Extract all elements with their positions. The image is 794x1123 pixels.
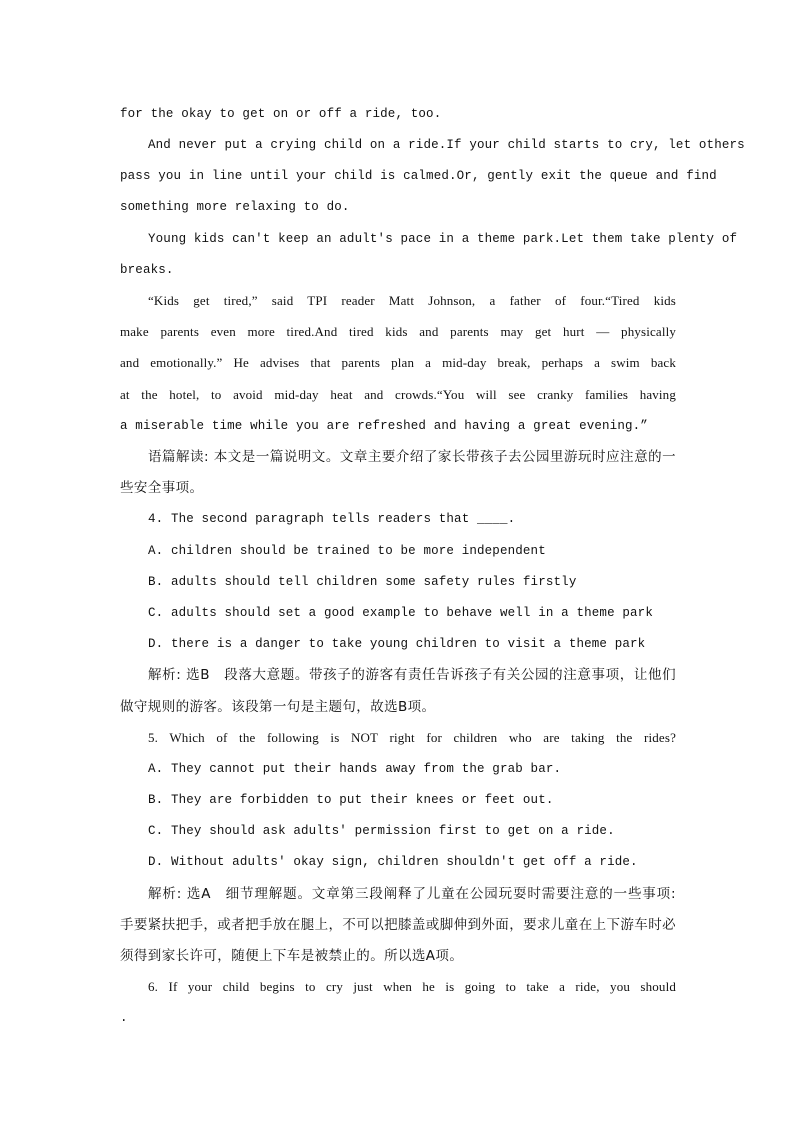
passage-line: at the hotel, to avoid mid-day heat and crowds.“You will see cranky families having [120,387,676,402]
question-5-option-c: C. They should ask adults' permission first to get on a ride. [148,824,615,838]
passage-line: and emotionally.” He advises that parents plan a mid-day break, perhaps a swim back [120,355,676,370]
question-4-analysis: 解析: 选B 段落大意题。带孩子的游客有责任告诉孩子有关公园的注意事项，让他们 [148,667,676,683]
passage-line: “Kids get tired,” said TPI reader Matt Johnson, a father of four.“Tired kids [148,293,676,308]
question-6-blank: . [120,1011,128,1025]
question-4-option-c: C. adults should set a good example to behave well in a theme park [148,606,653,620]
question-4-option-b: B. adults should tell children some safety rules firstly [148,575,577,589]
question-5-option-a: A. They cannot put their hands away from the grab bar. [148,762,562,776]
question-4-option-a: A. children should be trained to be more independent [148,544,546,558]
question-5-analysis: 须得到家长许可，随便上下车是被禁止的。所以选A项。 [120,948,464,964]
passage-line: for the okay to get on or off a ride, too. [120,107,442,121]
question-6-stem: 6. If your child begins to cry just when he is going to take a ride, you should [148,979,676,994]
question-5-stem: 5. Which of the following is NOT right for children who are taking the rides? [148,730,676,745]
passage-line: pass you in line until your child is calmed.Or, gently exit the queue and find [120,169,717,183]
question-4-analysis: 做守规则的游客。该段第一句是主题句，故选B项。 [120,699,436,715]
interpretation-line: 语篇解读: 本文是一篇说明文。文章主要介绍了家长带孩子去公园里游玩时应注意的一 [148,449,676,465]
interpretation-line: 些安全事项。 [120,480,204,496]
question-5-analysis: 解析: 选A 细节理解题。文章第三段阐释了儿童在公园玩耍时需要注意的一些事项: [148,886,676,902]
passage-line: breaks. [120,263,174,277]
passage-line: And never put a crying child on a ride.If your child starts to cry, let others [148,138,745,152]
passage-line: a miserable time while you are refreshed and having a great evening.” [120,419,648,433]
question-5-option-b: B. They are forbidden to put their knees or feet out. [148,793,554,807]
passage-line: Young kids can't keep an adult's pace in a theme park.Let them take plenty of [148,232,738,246]
passage-line: make parents even more tired.And tired kids and parents may get hurt — physically [120,324,676,339]
question-5-option-d: D. Without adults' okay sign, children shouldn't get off a ride. [148,855,638,869]
question-4-stem: 4. The second paragraph tells readers that ____. [148,512,516,526]
question-5-analysis: 手要紧扶把手，或者把手放在腿上，不可以把膝盖或脚伸到外面，要求儿童在上下游车时必 [120,917,676,933]
question-4-option-d: D. there is a danger to take young children to visit a theme park [148,637,646,651]
passage-line: something more relaxing to do. [120,200,350,214]
